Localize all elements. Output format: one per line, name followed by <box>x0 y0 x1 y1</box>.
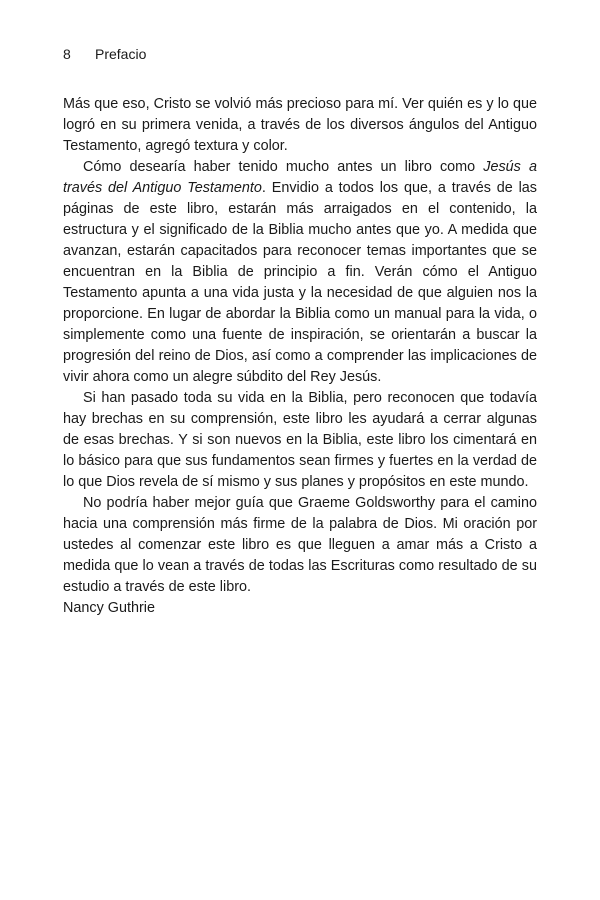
paragraph-1: Más que eso, Cristo se volvió más precioso para mí. Ver quién es y lo que logró en su primera venida, a través de los diversos ángulos del Antiguo Testamento, agregó textura y color. <box>63 96 537 154</box>
page-number: 8 <box>63 46 71 62</box>
preface-body <box>63 94 537 598</box>
book-title: Jesús a través del Antiguo Testamento <box>63 159 537 196</box>
paragraph-2 <box>63 157 537 388</box>
running-header <box>63 45 146 63</box>
paragraph-2-text-end: . Envidio a todos los que, a través de las páginas de este libro, estarán más arraigados en el contenido, la estructura y el significado de la Biblia mucho antes que yo. A medida que avanzan, estarán capacitados para reconocer temas importantes que se encuentran en la Biblia de principio a fin. Verán cómo el Antiguo Testamento apunta a una vida justa y la necesidad de que alguien nos la proporcione. En lugar de abordar la Biblia como un manual para la vida, o simplemente como una fuente de inspiración, se orientarán a buscar la progresión del reino de Dios, así como a comprender las implicaciones de vivir ahora como un alegre súbdito del Rey Jesús. <box>63 180 538 385</box>
paragraph-2-text-start: Cómo desearía haber tenido mucho antes un libro como <box>83 159 484 175</box>
section-title: Prefacio <box>95 46 147 62</box>
paragraph-3: Si han pasado toda su vida en la Biblia, pero reconocen que todavía hay brechas en su comprensión, este libro les ayudará a cerrar algunas de esas brechas. Y si son nuevos en la Biblia, este libro los cimentará en lo básico para que sus fundamentos sean firmes y fuertes en la verdad de lo que Dios revela de sí mismo y sus planes y propósitos en este mundo. <box>63 390 537 490</box>
paragraph-4: No podría haber mejor guía que Graeme Goldsworthy para el camino hacia una comprensión más firme de la palabra de Dios. Mi oración por ustedes al comenzar este libro es que lleguen a amar más a Cristo a medida que lo vean a través de todas las Escrituras como resultado de su estudio a través de este libro. <box>63 495 537 595</box>
author-signature: Nancy Guthrie <box>63 600 155 616</box>
